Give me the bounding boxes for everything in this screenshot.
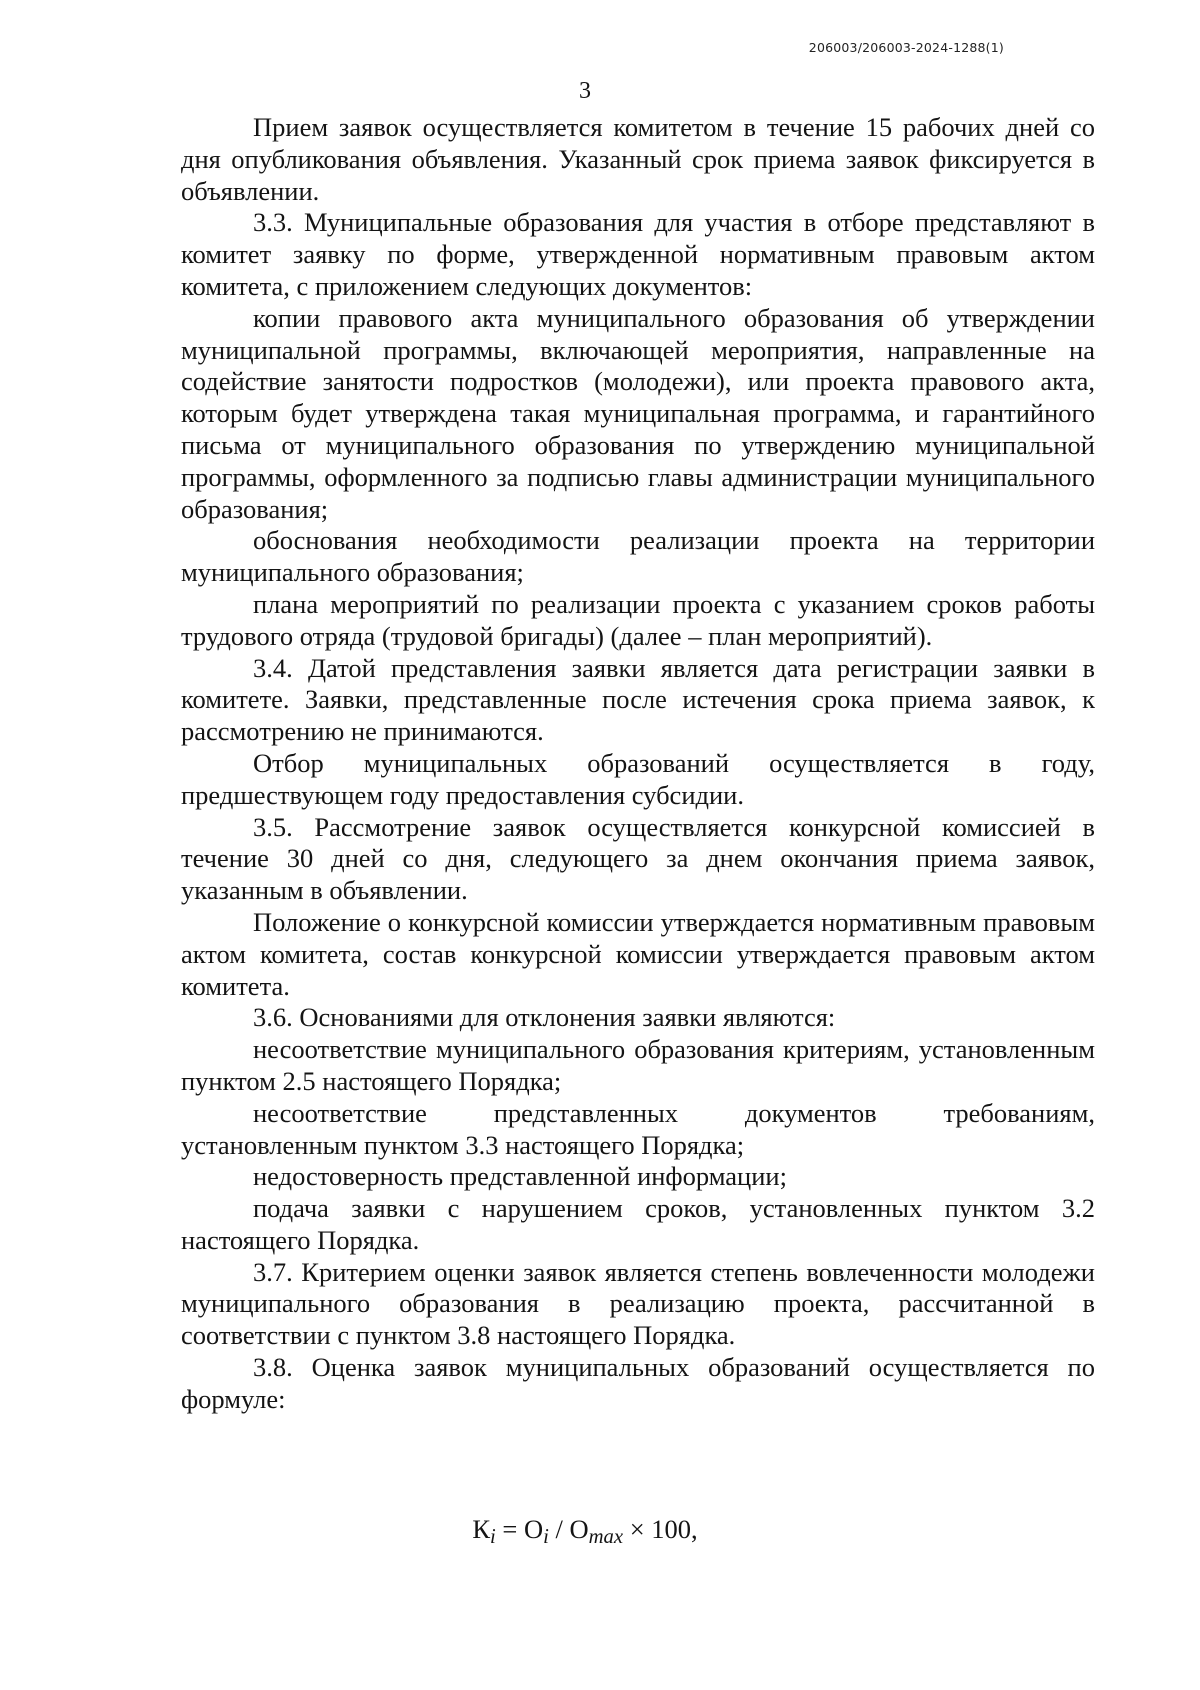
page-number: 3	[579, 78, 591, 104]
document-id: 206003/206003-2024-1288(1)	[808, 40, 1004, 55]
paragraph: обоснования необходимости реализации проекта на территории муниципального образования;	[181, 525, 1095, 588]
formula-divide-o: / О	[548, 1514, 589, 1544]
document-body	[181, 112, 1095, 1416]
paragraph: 3.4. Датой представления заявки является дата регистрации заявки в комитете. Заявки, представленные после истечения срока приема заявок, к рассмотрению не принимаются.	[181, 652, 1095, 747]
paragraph: плана мероприятий по реализации проекта с указанием сроков работы трудового отряда (трудовой бригады) (далее – план мероприятий).	[181, 588, 1095, 651]
formula-subscript-i: i	[543, 1526, 549, 1549]
paragraph: 3.5. Рассмотрение заявок осуществляется конкурсной комиссией в течение 30 дней со дня, следующего за днем окончания приема заявок, указанным в объявлении.	[181, 811, 1095, 906]
formula-subscript-i: i	[490, 1526, 496, 1549]
paragraph: 3.8. Оценка заявок муниципальных образований осуществляется по формуле:	[181, 1352, 1095, 1414]
formula-k: К	[472, 1514, 491, 1544]
paragraph: 3.6. Основаниями для отклонения заявки являются:	[253, 1002, 836, 1033]
paragraph: несоответствие представленных документов требованиям, установленным пунктом 3.3 настоящего Порядка;	[181, 1097, 1095, 1160]
paragraph: копии правового акта муниципального образования об утверждении муниципальной программы, включающей мероприятия, направленные на содействие занятости подростков (молодежи), или проекта правового акта, которым будет утверждена такая муниципальная программа, и гарантийного письма от муниципального образования по утверждению муниципальной программы, оформленного за подписью главы администрации муниципального образования;	[181, 302, 1095, 524]
paragraph: Прием заявок осуществляется комитетом в течение 15 рабочих дней со дня опубликования объявления. Указанный срок приема заявок фиксируется в объявлении.	[181, 112, 1095, 206]
paragraph: несоответствие муниципального образования критериям, установленным пунктом 2.5 настоящего Порядка;	[181, 1034, 1095, 1096]
paragraph: 3.7. Критерием оценки заявок является степень вовлеченности молодежи муниципального образования в реализацию проекта, рассчитанной в соответствии с пунктом 3.8 настоящего Порядка.	[181, 1256, 1095, 1351]
formula-subscript-max: max	[588, 1526, 624, 1549]
paragraph: Положение о конкурсной комиссии утверждается нормативным правовым актом комитета, состав конкурсной комиссии утверждается правовым актом комитета.	[181, 906, 1095, 1001]
formula-equals-o: = О	[495, 1514, 544, 1544]
formula	[0, 1514, 1170, 1549]
formula-tail: × 100,	[623, 1514, 698, 1544]
paragraph: Отбор муниципальных образований осуществляется в году, предшествующем году предоставления субсидии.	[181, 747, 1095, 810]
paragraph: недостоверность представленной информации;	[253, 1161, 787, 1192]
paragraph: 3.3. Муниципальные образования для участия в отборе представляют в комитет заявку по форме, утвержденной нормативным правовым актом комитета, с приложением следующих документов:	[181, 207, 1095, 301]
paragraph: подача заявки с нарушением сроков, установленных пунктом 3.2 настоящего Порядка.	[181, 1193, 1095, 1255]
